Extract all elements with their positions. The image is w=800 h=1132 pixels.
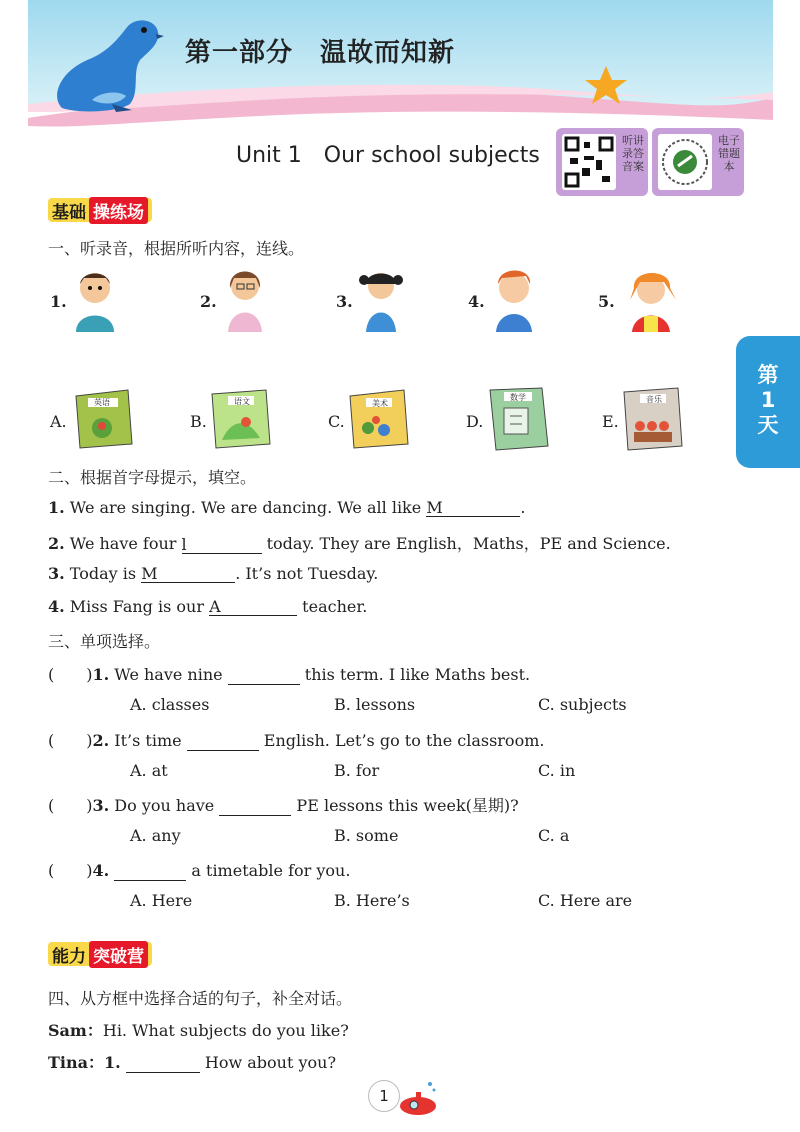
item-text-before: Miss Fang is our	[69, 597, 210, 616]
option-c[interactable]: C. in	[538, 761, 576, 780]
choice-question	[48, 728, 544, 751]
answer-blank	[114, 862, 186, 881]
boy-red-hair-figure	[488, 266, 540, 332]
fill-blank-item	[48, 597, 367, 616]
option-b[interactable]: B. some	[334, 826, 399, 845]
question-2-heading: 二、根据首字母提示，填空。	[48, 468, 257, 487]
section-badge-ability	[48, 942, 152, 966]
book-cover-title: 数学	[510, 393, 526, 402]
answer-blank[interactable]	[426, 498, 520, 517]
person-number: 4.	[468, 292, 485, 311]
book-cover-title: 音乐	[646, 395, 662, 404]
person-number: 5.	[598, 292, 615, 311]
music-book	[620, 386, 686, 452]
item-text-before: We have four	[69, 534, 182, 553]
option-a[interactable]: A. any	[130, 826, 181, 845]
item-text-after: this term. I like Maths best.	[299, 665, 531, 684]
qr-code-icon	[658, 134, 712, 190]
day-tab[interactable]	[736, 336, 800, 468]
person-number: 3.	[336, 292, 353, 311]
audio-qr-code[interactable]	[556, 128, 648, 196]
question-1-heading: 一、听录音，根据所听内容，连线。	[48, 239, 305, 258]
qr-code-icon	[562, 134, 616, 190]
qr-caption: 听讲录答音案	[622, 134, 644, 173]
english-book	[70, 388, 136, 450]
option-b[interactable]: B. Here’s	[334, 891, 410, 910]
item-number: 2.	[48, 534, 65, 553]
option-a[interactable]: A. at	[130, 761, 168, 780]
item-text-before: We are singing. We are dancing. We all like	[69, 498, 427, 517]
chinese-book	[208, 388, 274, 450]
badge-text: 基础	[52, 202, 86, 223]
question-4-heading: 四、从方框中选择合适的句子，补全对话。	[48, 989, 353, 1008]
person-number: 2.	[200, 292, 217, 311]
answer-parentheses[interactable]: ( )	[48, 861, 93, 880]
item-text-after: teacher.	[297, 597, 368, 616]
answer-blank	[219, 797, 291, 816]
answer-blank	[187, 732, 259, 751]
item-number: 3.	[92, 796, 110, 815]
answer-parentheses[interactable]: ( )	[48, 796, 93, 815]
option-c[interactable]: C. Here are	[538, 891, 633, 910]
answer-parentheses[interactable]: ( )	[48, 665, 93, 684]
hint-letter: M	[141, 564, 158, 583]
book-label: A.	[50, 412, 67, 431]
item-text-after: . It’s not Tuesday.	[235, 564, 379, 583]
girl-pigtails-figure	[356, 266, 406, 332]
answer-blank[interactable]	[182, 535, 262, 554]
fill-blank-item	[48, 498, 525, 517]
item-text-after: today. They are English，Maths，PE and Science.	[261, 534, 671, 553]
choice-question	[48, 662, 530, 685]
qr-caption: 电子错题本	[718, 134, 740, 173]
book-label: B.	[190, 412, 207, 431]
art-book	[346, 388, 412, 450]
item-number: 4.	[48, 597, 65, 616]
item-text-after: a timetable for you.	[186, 861, 351, 880]
dialog-text: Hi. What subjects do you like?	[102, 1021, 349, 1040]
hint-letter: l	[181, 535, 187, 554]
badge-highlight: 操练场	[89, 197, 148, 224]
book-label: D.	[466, 412, 484, 431]
boy-glasses-figure	[70, 268, 120, 332]
unit-title: Unit 1 Our school subjects	[236, 143, 540, 168]
item-text-after: PE lessons this week(星期)?	[291, 796, 519, 815]
submarine-icon	[396, 1078, 442, 1118]
answer-blank[interactable]	[126, 1054, 200, 1073]
fill-blank-item	[48, 531, 671, 554]
item-number: 4.	[92, 861, 110, 880]
item-number: 2.	[92, 731, 110, 750]
speaker-name: Sam：	[48, 1021, 103, 1040]
dialog-line	[48, 1050, 336, 1073]
item-number: 1.	[104, 1053, 121, 1072]
dialog-text: How about you?	[199, 1053, 337, 1072]
hint-letter: A	[209, 597, 221, 616]
answer-blank[interactable]	[141, 564, 235, 583]
item-text-before: It’s time	[114, 731, 187, 750]
book-cover-title: 美术	[372, 399, 388, 408]
item-text-before: We have nine	[114, 665, 228, 684]
item-text-after: English. Let’s go to the classroom.	[258, 731, 545, 750]
option-c[interactable]: C. subjects	[538, 695, 627, 714]
choice-question	[48, 858, 350, 881]
option-c[interactable]: C. a	[538, 826, 570, 845]
fill-blank-item	[48, 564, 378, 583]
speaker-name: Tina：	[48, 1053, 104, 1072]
person-number: 1.	[50, 292, 67, 311]
day-tab-label: 第1天	[757, 363, 779, 437]
item-number: 3.	[48, 564, 65, 583]
question-3-heading: 三、单项选择。	[48, 632, 161, 651]
hint-letter: M	[426, 498, 443, 517]
book-label: E.	[602, 412, 619, 431]
item-text-before: Today is	[69, 564, 142, 583]
badge-highlight: 突破营	[89, 941, 148, 968]
dialog-line	[48, 1018, 349, 1041]
badge-text: 能力	[52, 946, 86, 967]
option-b[interactable]: B. for	[334, 761, 380, 780]
maths-book	[486, 386, 552, 452]
item-number: 1.	[48, 498, 65, 517]
girl-glasses-figure	[220, 266, 270, 332]
girl-orange-hair-figure	[620, 266, 682, 332]
item-text-after: .	[520, 498, 526, 517]
book-label: C.	[328, 412, 345, 431]
item-number: 1.	[92, 665, 110, 684]
part-title: 第一部分 温故而知新	[185, 38, 456, 68]
section-badge-basic	[48, 198, 152, 222]
answer-blank	[228, 666, 300, 685]
book-cover-title: 英语	[94, 398, 110, 407]
item-text-before: Do you have	[114, 796, 220, 815]
answer-parentheses[interactable]: ( )	[48, 731, 93, 750]
book-cover-title: 语文	[234, 397, 250, 406]
choice-question	[48, 793, 519, 816]
answer-blank[interactable]	[209, 597, 297, 616]
option-b[interactable]: B. lessons	[334, 695, 416, 714]
option-a[interactable]: A. Here	[130, 891, 193, 910]
page-number: 1	[368, 1080, 400, 1112]
option-a[interactable]: A. classes	[130, 695, 210, 714]
error-book-qr-code[interactable]	[652, 128, 744, 196]
